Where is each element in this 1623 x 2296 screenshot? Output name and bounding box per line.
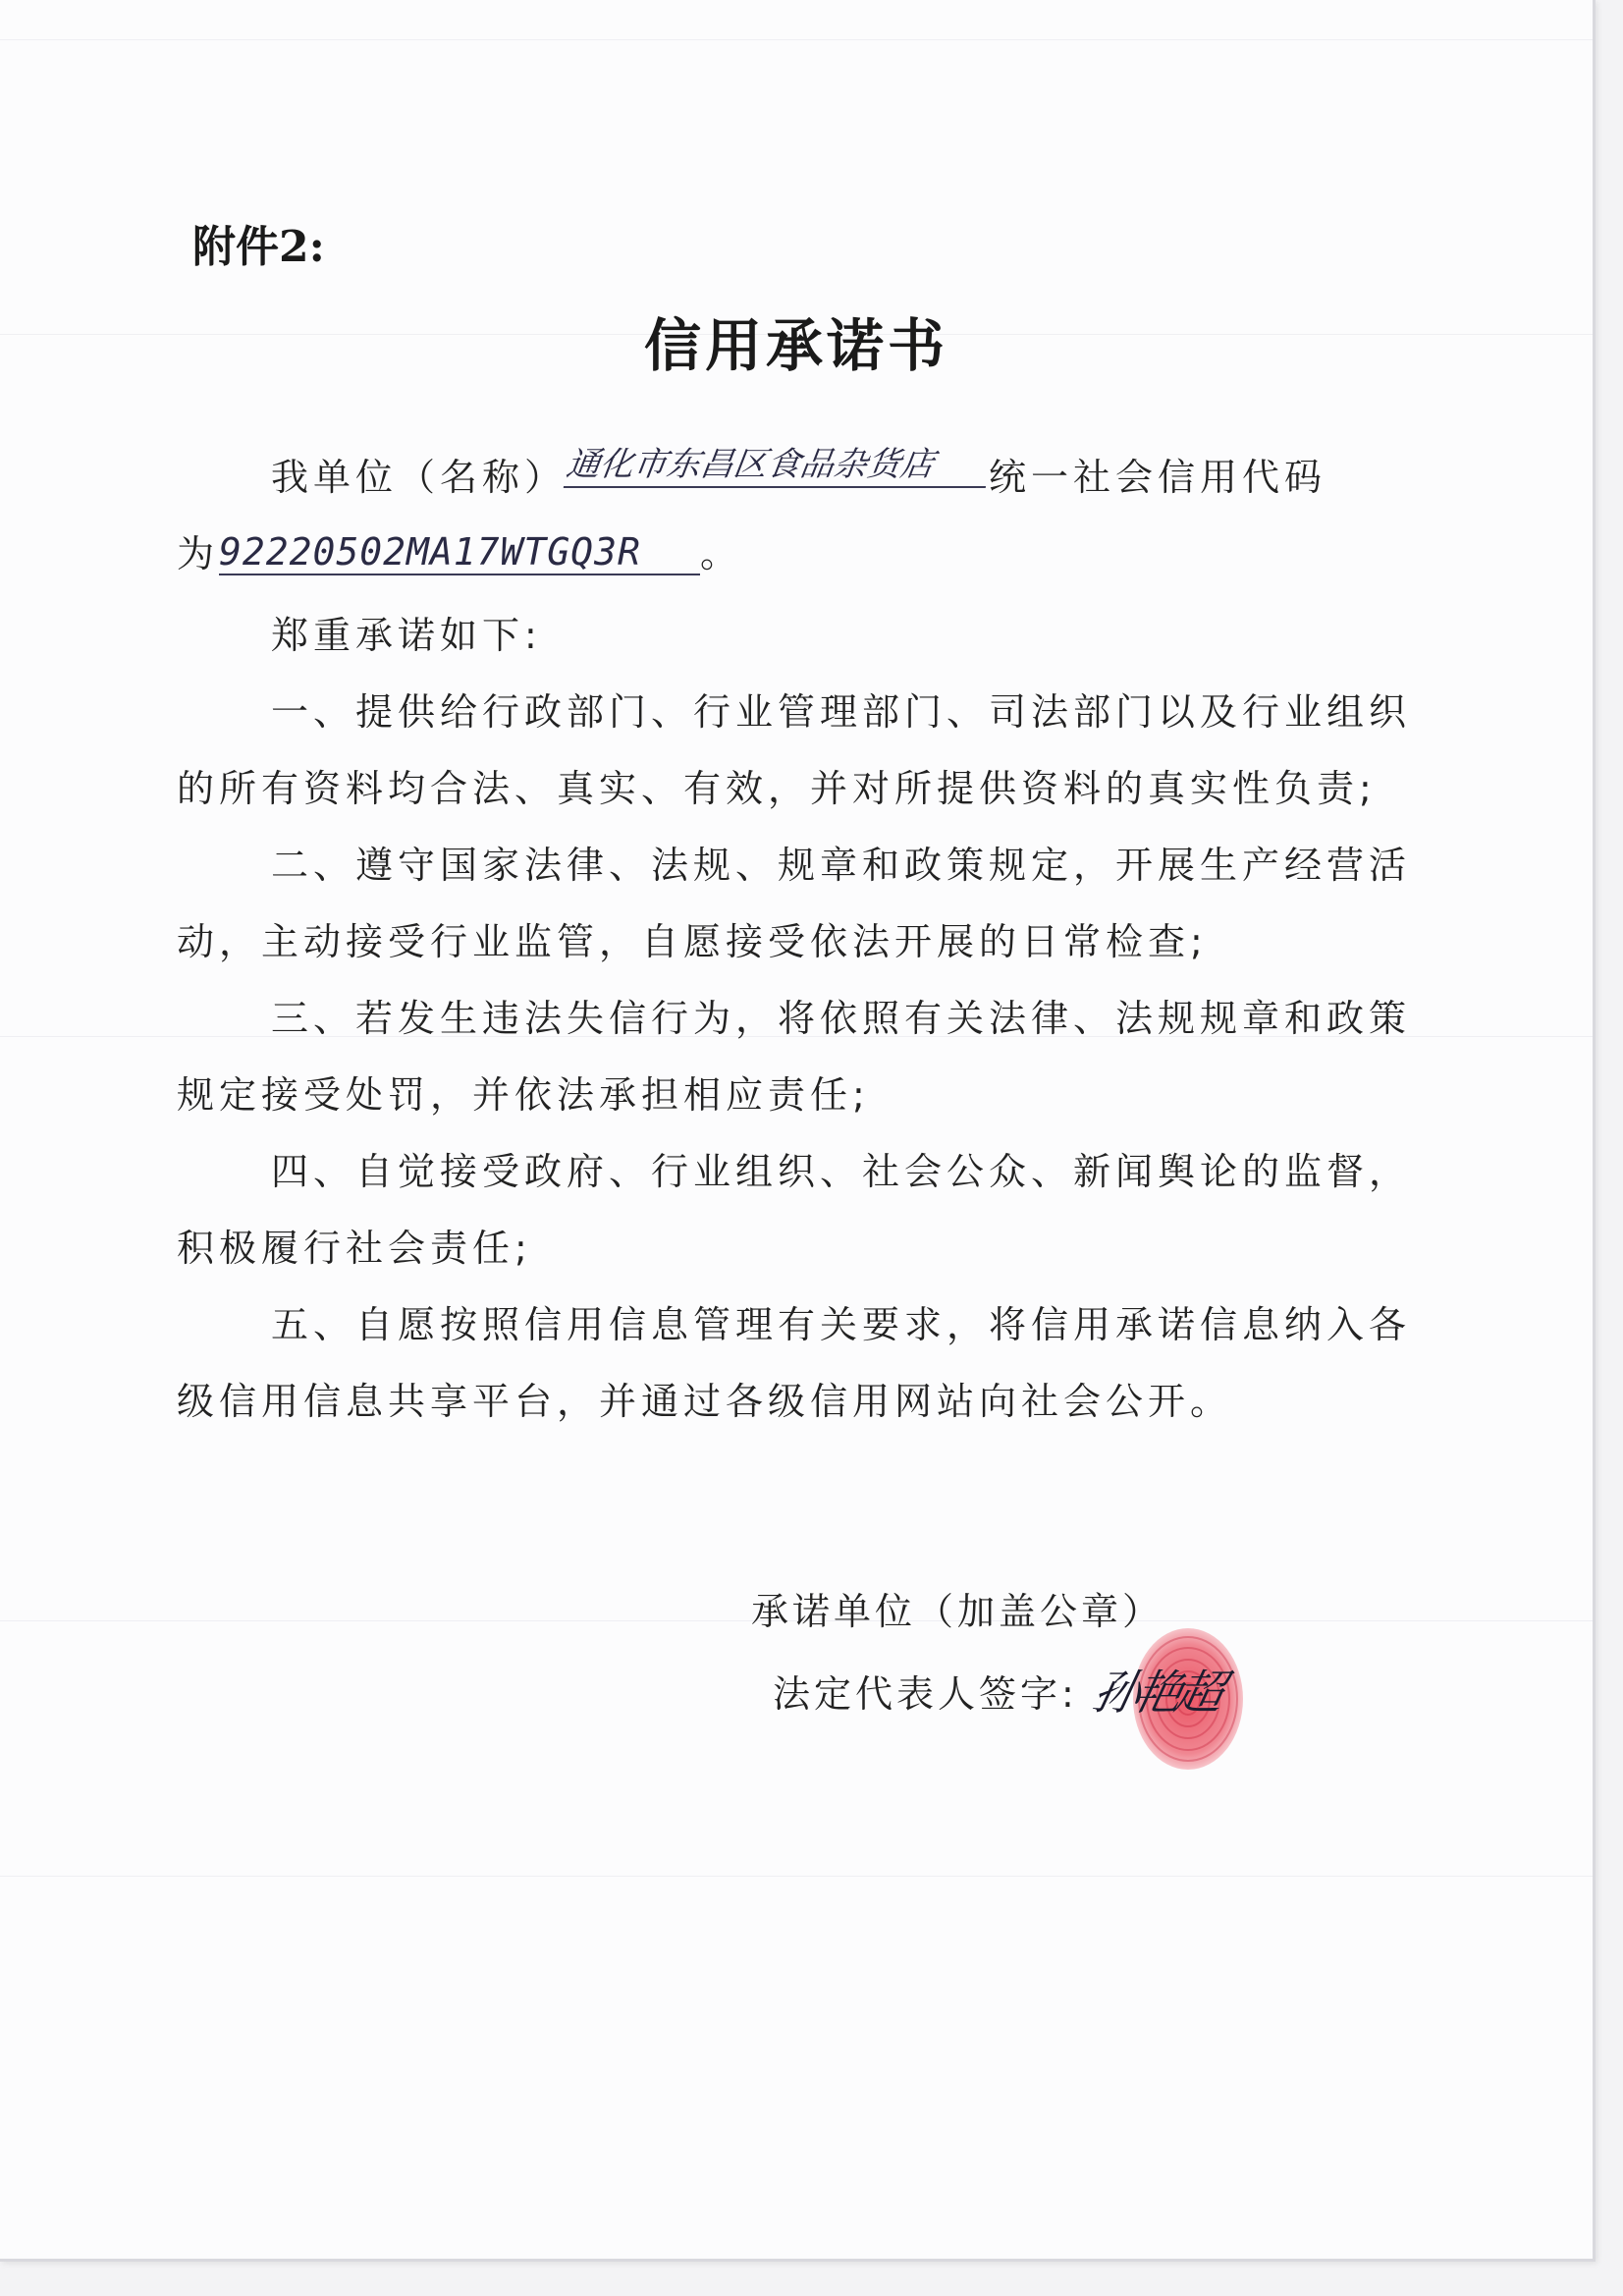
intro-line-1 — [177, 439, 1394, 516]
item-4-line-2: 积极履行社会责任; — [177, 1227, 532, 1270]
attachment-label: 附件2: — [192, 222, 325, 272]
scan-artifact — [0, 1876, 1593, 1877]
lead-text: 郑重承诺如下: — [271, 614, 542, 657]
commitment-list — [177, 597, 1412, 1440]
unit-name-handwritten: 通化市东昌区食品杂货店 — [564, 443, 992, 488]
item-1-line-2: 的所有资料均合法、真实、有效，并对所提供资料的真实性负责; — [177, 767, 1377, 810]
credit-code-handwritten: 92220502MA17WTGQ3R — [219, 530, 700, 575]
unit-seal-label: 承诺单位（加盖公章） — [751, 1590, 1164, 1633]
legal-rep-label: 法定代表人签字: — [773, 1672, 1078, 1716]
intro-line-2 — [177, 516, 1394, 592]
item-1-line-1: 一、提供给行政部门、行业管理部门、司法部门以及行业组织 — [271, 690, 1412, 734]
code-suffix: 。 — [700, 532, 743, 575]
item-4-line-1: 四、自觉接受政府、行业组织、社会公众、新闻舆论的监督， — [271, 1150, 1412, 1193]
legal-rep-signature: 孙艳超 — [1088, 1666, 1224, 1721]
intro-paragraph — [177, 439, 1394, 592]
item-3-line-1: 三、若发生违法失信行为，将依照有关法律、法规规章和政策 — [271, 997, 1412, 1040]
intro-prefix: 我单位（名称） — [271, 456, 568, 499]
intro-middle: 统一社会信用代码 — [989, 456, 1327, 499]
document-title: 信用承诺书 — [643, 312, 948, 379]
item-2-line-2: 动，主动接受行业监管，自愿接受依法开展的日常检查; — [177, 920, 1208, 963]
item-5-line-2: 级信用信息共享平台，并通过各级信用网站向社会公开。 — [177, 1380, 1233, 1423]
code-prefix: 为 — [177, 532, 220, 575]
item-5-line-1: 五、自愿按照信用信息管理有关要求，将信用承诺信息纳入各 — [271, 1303, 1412, 1346]
item-2-line-1: 二、遵守国家法律、法规、规章和政策规定，开展生产经营活 — [271, 844, 1412, 887]
scan-artifact — [0, 39, 1593, 40]
item-3-line-2: 规定接受处罚，并依法承担相应责任; — [177, 1073, 870, 1117]
